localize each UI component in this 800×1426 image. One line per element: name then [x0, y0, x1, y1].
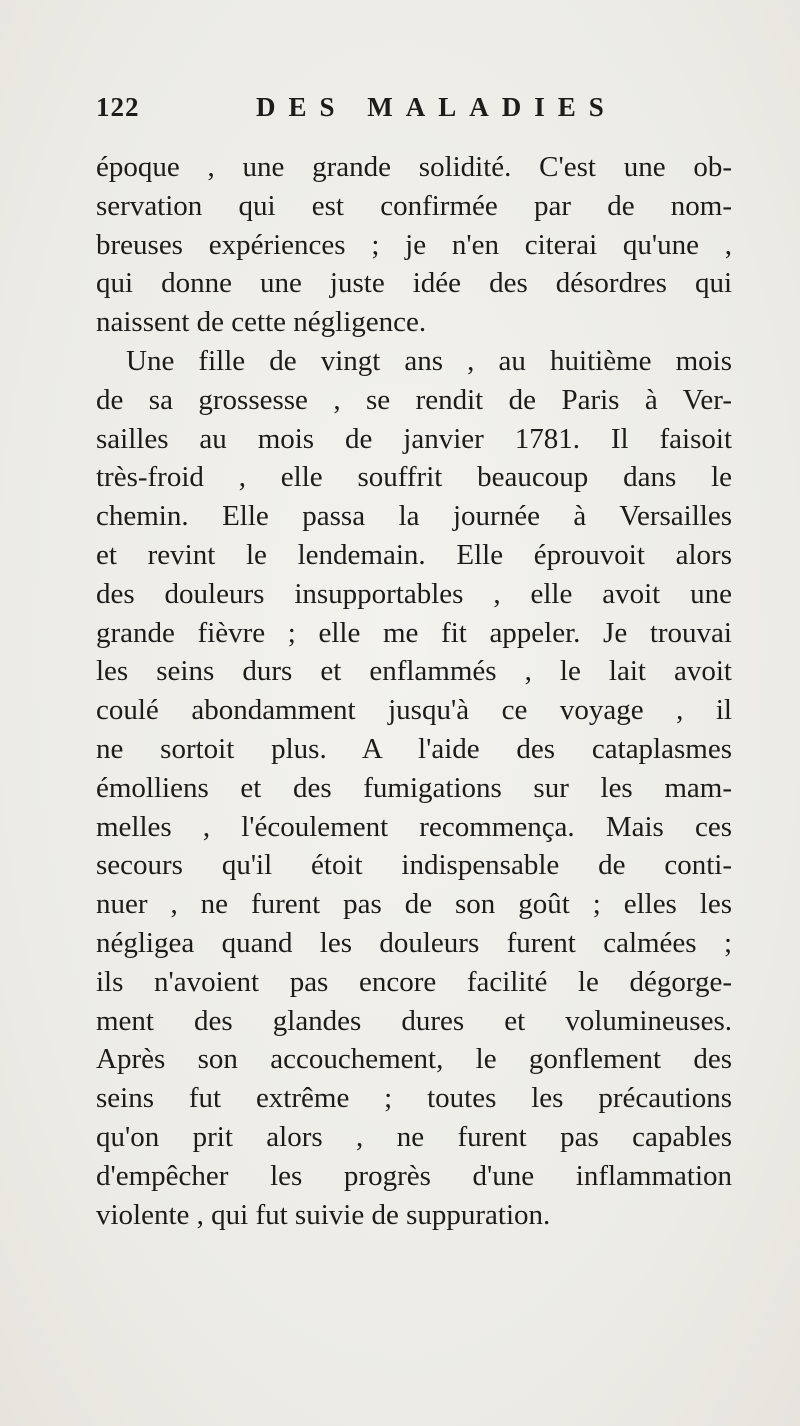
text-line: grande fièvre ; elle me fit appeler. Je trouvai [96, 616, 732, 649]
text-line: les seins durs et enflammés , le lait avoit [96, 655, 732, 688]
text-line: ils n'avoient pas encore facilité le dégorge- [96, 965, 732, 998]
text-line: époque , une grande solidité. C'est une ob- [96, 151, 732, 183]
text-line: chemin. Elle passa la journée à Versailles [96, 500, 732, 533]
text-line: nuer , ne furent pas de son goût ; elles les [96, 888, 732, 921]
text-line: secours qu'il étoit indispensable de conti- [96, 849, 732, 882]
page-number: 122 [96, 92, 140, 122]
text-line: servation qui est confirmée par de nom- [96, 189, 732, 222]
body-text [96, 148, 732, 1234]
text-line: ne sortoit plus. A l'aide des cataplasmes [96, 732, 732, 765]
text-line: breuses expériences ; je n'en citerai qu'une , [96, 228, 732, 261]
text-line: d'empêcher les progrès d'une inflammation [96, 1159, 732, 1192]
running-title: DES MALADIES [256, 92, 617, 122]
text-line: violente , qui fut suivie de suppuration. [96, 1198, 551, 1231]
text-line: seins fut extrême ; toutes les précautions [96, 1082, 732, 1115]
text-line: de sa grossesse , se rendit de Paris à Ver- [96, 383, 732, 416]
text-line: coulé abondamment jusqu'à ce voyage , il [96, 694, 732, 727]
text-line: et revint le lendemain. Elle éprouvoit alors [96, 538, 732, 571]
page-header [96, 92, 716, 128]
text-line: naissent de cette négligence. [96, 306, 427, 339]
text-line: Après son accouchement, le gonflement des [96, 1043, 732, 1076]
text-line: très-froid , elle souffrit beaucoup dans le [96, 461, 732, 494]
text-line: sailles au mois de janvier 1781. Il faisoit [96, 422, 732, 455]
text-line: des douleurs insupportables , elle avoit une [96, 577, 732, 610]
text-line: ment des glandes dures et volumineuses. [96, 1004, 732, 1037]
text-line: qu'on prit alors , ne furent pas capables [96, 1120, 732, 1153]
text-line: négligea quand les douleurs furent calmées ; [96, 926, 732, 959]
text-line: émolliens et des fumigations sur les mam- [96, 771, 732, 804]
text-line: Une fille de vingt ans , au huitième mois [126, 344, 732, 377]
text-line: qui donne une juste idée des désordres qui [96, 267, 732, 300]
text-line: melles , l'écoulement recommença. Mais ces [96, 810, 732, 843]
